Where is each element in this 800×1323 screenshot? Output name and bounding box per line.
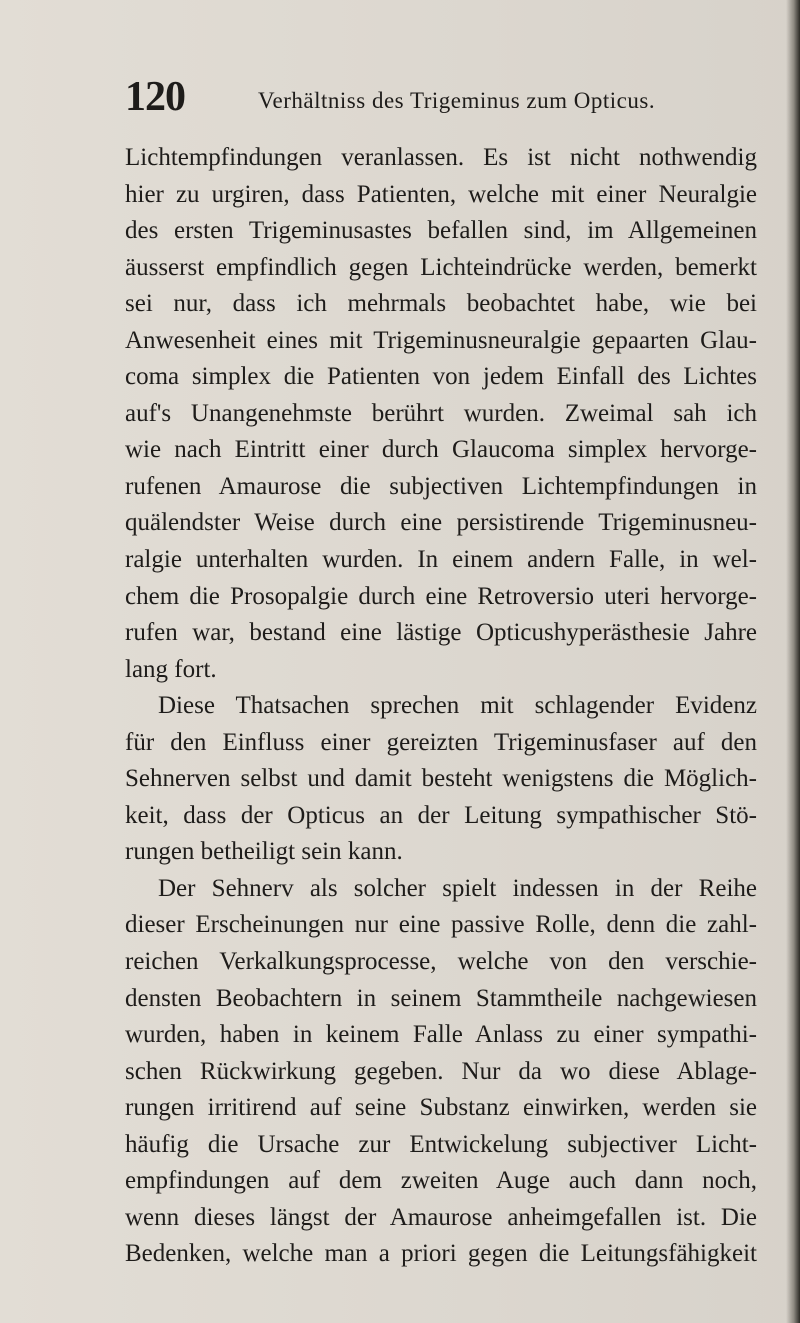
text-line: empfindungen auf dem zweiten Auge auch dann noch,: [125, 1167, 757, 1195]
text-line: hier zu urgiren, dass Patienten, welche mit einer Neuralgie: [125, 180, 757, 208]
text-line: chem die Prosopalgie durch eine Retroversio uteri hervorge-: [125, 582, 757, 610]
text-line: äusserst empfindlich gegen Lichteindrücke werden, bemerkt: [125, 253, 757, 281]
text-line: reichen Verkalkungsprocesse, welche von den verschie-: [125, 948, 757, 976]
text-line: häufig die Ursache zur Entwickelung subjectiver Licht-: [125, 1130, 757, 1158]
text-line: für den Einfluss einer gereizten Trigeminusfaser auf den: [125, 728, 757, 756]
text-line: schen Rückwirkung gegeben. Nur da wo diese Ablage-: [125, 1057, 757, 1085]
text-line: wurden, haben in keinem Falle Anlass zu einer sympathi-: [125, 1021, 757, 1049]
text-line: rufen war, bestand eine lästige Opticushyperästhesie Jahre: [125, 619, 757, 647]
running-head: Verhältniss des Trigeminus zum Opticus.: [258, 88, 656, 113]
text-line: wenn dieses längst der Amaurose anheimgefallen ist. Die: [125, 1203, 757, 1231]
text-line: sei nur, dass ich mehrmals beobachtet habe, wie bei: [125, 290, 757, 318]
body-text: [125, 140, 757, 1273]
text-line: keit, dass der Opticus an der Leitung sympathischer Stö-: [125, 801, 757, 829]
text-line: Sehnerven selbst und damit besteht wenigstens die Möglich-: [125, 765, 757, 793]
text-line: Diese Thatsachen sprechen mit schlagender Evidenz: [158, 692, 757, 720]
text-line: des ersten Trigeminusastes befallen sind, im Allgemeinen: [125, 217, 757, 245]
text-line: Lichtempfindungen veranlassen. Es ist nicht nothwendig: [125, 144, 757, 171]
text-line: ralgie unterhalten wurden. In einem andern Falle, in wel-: [125, 546, 757, 574]
page-number: 120: [125, 74, 185, 120]
text-line: densten Beobachtern in seinem Stammtheile nachgewiesen: [125, 984, 757, 1012]
page-edge-shadow: [786, 0, 800, 1323]
text-line: rungen irritirend auf seine Substanz einwirken, werden sie: [125, 1094, 757, 1122]
text-line: Bedenken, welche man a priori gegen die Leitungsfähigkeit: [125, 1240, 757, 1268]
text-line: wie nach Eintritt einer durch Glaucoma simplex hervorge-: [125, 436, 757, 464]
page-header: [125, 72, 685, 122]
text-line: rufenen Amaurose die subjectiven Lichtempfindungen in: [125, 472, 757, 500]
text-line: Der Sehnerv als solcher spielt indessen in der Reihe: [158, 874, 757, 902]
text-line: rungen betheiligt sein kann.: [125, 838, 403, 866]
text-line: coma simplex die Patienten von jedem Einfall des Lichtes: [125, 363, 757, 391]
text-line: lang fort.: [125, 655, 217, 683]
text-line: auf's Unangenehmste berührt wurden. Zweimal sah ich: [125, 399, 757, 427]
text-line: quälendster Weise durch eine persistirende Trigeminusneu-: [125, 509, 757, 537]
text-line: dieser Erscheinungen nur eine passive Rolle, denn die zahl-: [125, 911, 757, 939]
text-line: Anwesenheit eines mit Trigeminusneuralgie gepaarten Glau-: [125, 326, 757, 354]
